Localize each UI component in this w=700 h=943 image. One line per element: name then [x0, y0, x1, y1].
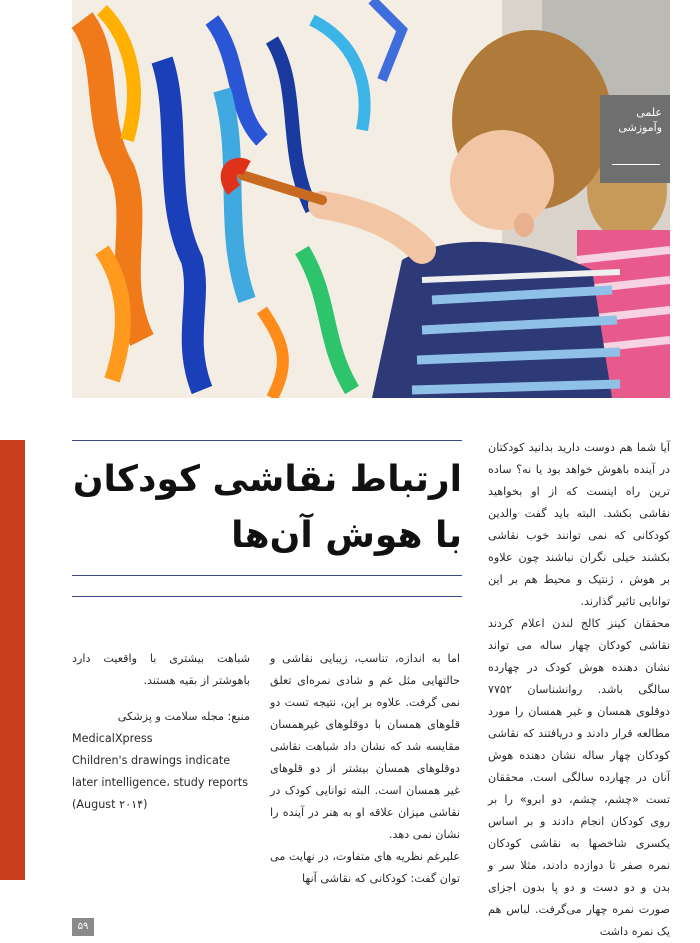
title-bottom-rule	[72, 575, 462, 576]
article-title	[72, 452, 462, 564]
hero-photo-children-painting	[72, 0, 670, 398]
paragraph: شباهت بیشتری با واقعیت دارد باهوشتر از بقیه هستند.	[72, 652, 250, 687]
badge-rule	[612, 164, 660, 165]
title-line-1: ارتباط نقاشی کودکان	[72, 459, 462, 500]
column-middle	[270, 648, 460, 890]
paragraph: آیا شما هم دوست دارید بدانید کودکتان در آینده باهوش خواهد بود یا نه؟ ساده ترین راه اینست که از او بخواهید نقاشی بکشد. البته باید گفت والدین کودکانی که نمی توانند خوب نقاشی بکشند خیلی نگران نباشند چون علاوه بر هوش ، ژنتیک و محیط هم بر این توانایی تاثیر گذارند.	[488, 441, 670, 608]
category-badge	[600, 95, 670, 183]
title-bottom-rule-2	[72, 596, 462, 597]
source-site: MedicalXpress	[72, 732, 153, 745]
page-number: ۵۹	[72, 918, 94, 936]
column-left	[72, 648, 250, 816]
title-line-2: با هوش آن‌ها	[231, 515, 462, 556]
source-title: Children's drawings indicate later intelligence، study reports (August ۲۰۱۴)	[72, 754, 249, 811]
paragraph: اما به اندازه، تناسب، زیبایی نقاشی و حالتهایی مثل غم و شادی نمره‌ای تعلق نمی گرفت. علاوه بر این، نتیجه تست دو قلوهای همسان با دوقلوهای غیرهمسان مقایسه شد که نشان داد شباهت نقاشی دوقلوهای همسان بیشتر از دو قلوهای غیر همسان است. البته توانایی کودک در نقاشی میزان علاقه او به هنر در آینده را نشان نمی دهد.	[270, 652, 460, 841]
title-top-rule	[72, 440, 462, 441]
column-right	[488, 437, 670, 943]
source-block	[72, 706, 250, 816]
badge-line-1: علمی	[636, 106, 662, 119]
paragraph: محققان کینز کالج لندن اعلام کردند نقاشی کودکان چهار ساله می تواند نشان دهنده هوش کودک در چهارده سالگی باشد. روانشناسان ۷۷۵۲ دوقلوی همسان و غیر همسان را مورد مطالعه قرار دادند و دریافتند که نقاشی کودکان چهار ساله نشان دهنده هوش آنان در چهارده سالگی است. محققان تست «چشم، چشم، دو ابرو» را بر روی کودکان انجام دادند و بر اساس یکسری شاخصها به نقاشی کودکان نمره صفر تا دوازده دادند، مثلا سر و بدن و دو دست و دو پا بدون اجزای صورت نمره چهار می‌گرفت. لباس هم یک نمره داشت	[488, 617, 670, 938]
source-label: منبع: مجله سلامت و پزشکی	[117, 710, 250, 723]
paragraph: علیرغم نظریه های متفاوت، در نهایت می توان گفت: کودکانی که نقاشی آنها	[270, 850, 460, 885]
accent-side-bar	[0, 440, 25, 880]
badge-line-2: وآموزشی	[618, 121, 662, 134]
